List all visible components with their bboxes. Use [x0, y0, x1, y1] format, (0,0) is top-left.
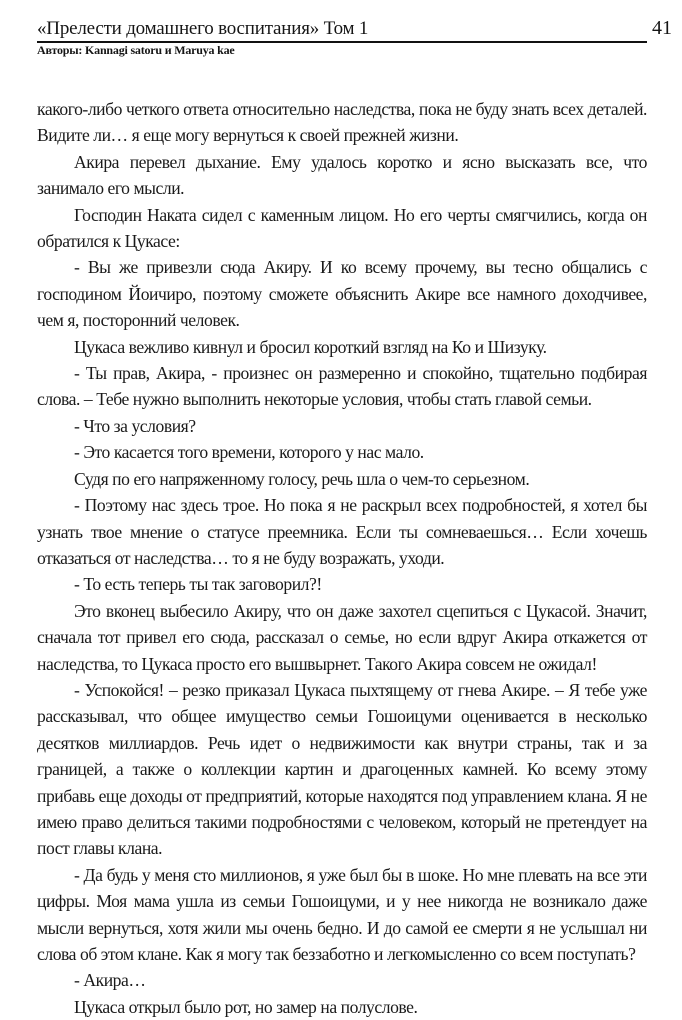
paragraph: Это вконец выбесило Акиру, что он даже захотел сцепиться с Цукасой. Значит, сначала тот привел его сюда, рассказал о семье, но если вдруг Акира откажется от наследства, то Цукаса просто его вышвырнет. Такого Акира совсем не ожидал! [37, 600, 647, 674]
paragraph: - Вы же привезли сюда Акиру. И ко всему прочему, вы тесно общались с господином Йоичиро, поэтому сможете объяснить Акире все намного доходчивее, чем я, посторонний человек. [37, 257, 647, 331]
page-number: 41 [652, 17, 672, 39]
paragraph: Господин Наката сидел с каменным лицом. Но его черты смягчились, когда он обратился к Цукасе: [37, 204, 647, 252]
book-title: «Прелести домашнего воспитания» Том 1 [37, 18, 369, 39]
paragraph: Акира перевел дыхание. Ему удалось коротко и ясно высказать все, что занимало его мысли. [37, 151, 647, 199]
paragraph: - То есть теперь ты так заговорил?! [74, 574, 322, 595]
page-header [37, 14, 647, 57]
paragraph: - Это касается того времени, которого у нас мало. [74, 442, 424, 463]
paragraph: - Ты прав, Акира, - произнес он размеренно и спокойно, тщательно подбирая слова. – Тебе нужно выполнить некоторые условия, чтобы стать главой семьи. [37, 363, 647, 410]
paragraph: Судя по его напряженному голосу, речь шла о чем-то серьезном. [74, 468, 530, 489]
paragraph: какого-либо четкого ответа относительно наследства, пока не буду знать всех деталей. Видите ли… я еще могу вернуться к своей прежней жизни. [37, 99, 647, 146]
paragraph: Цукаса открыл было рот, но замер на полуслове. [74, 996, 418, 1017]
paragraph: - Акира… [74, 970, 146, 991]
page-body [37, 96, 647, 1020]
book-authors: Авторы: Kannagi satoru и Maruya kae [37, 43, 235, 57]
paragraph: - Что за условия? [74, 415, 196, 436]
paragraph: - Поэтому нас здесь трое. Но пока я не раскрыл всех подробностей, я хотел бы узнать твое мнение о статусе преемника. Если ты сомневаешься… Если хочешь отказаться от наследства… то я не буду возражать, уходи. [37, 495, 647, 568]
paragraph: - Да будь у меня сто миллионов, я уже был бы в шоке. Но мне плевать на все эти цифры. Моя мама ушла из семьи Гошоицуми, и у нее никогда не возникало даже мысли вернуться, хотя жили мы очень бедно. И до самой ее смерти я не услышал ни слова об этом клане. Как я могу так беззаботно и легкомысленно со всем поступать? [37, 864, 647, 964]
paragraph: Цукаса вежливо кивнул и бросил короткий взгляд на Ко и Шизуку. [74, 336, 547, 357]
header-rule [37, 14, 647, 43]
paragraph: - Успокойся! – резко приказал Цукаса пыхтящему от гнева Акире. – Я тебе уже рассказывал, что общее имущество семьи Гошоицуми оценивается в несколько десятков миллиардов. Речь идет о недвижимости как внутри страны, так и за границей, а также о коллекции картин и драгоценных камней. Ко всему этому прибавь еще доходы от предприятий, которые находятся под управлением клана. Я не имею право делиться такими подробностями с человеком, который не претендует на пост главы клана. [37, 679, 647, 859]
